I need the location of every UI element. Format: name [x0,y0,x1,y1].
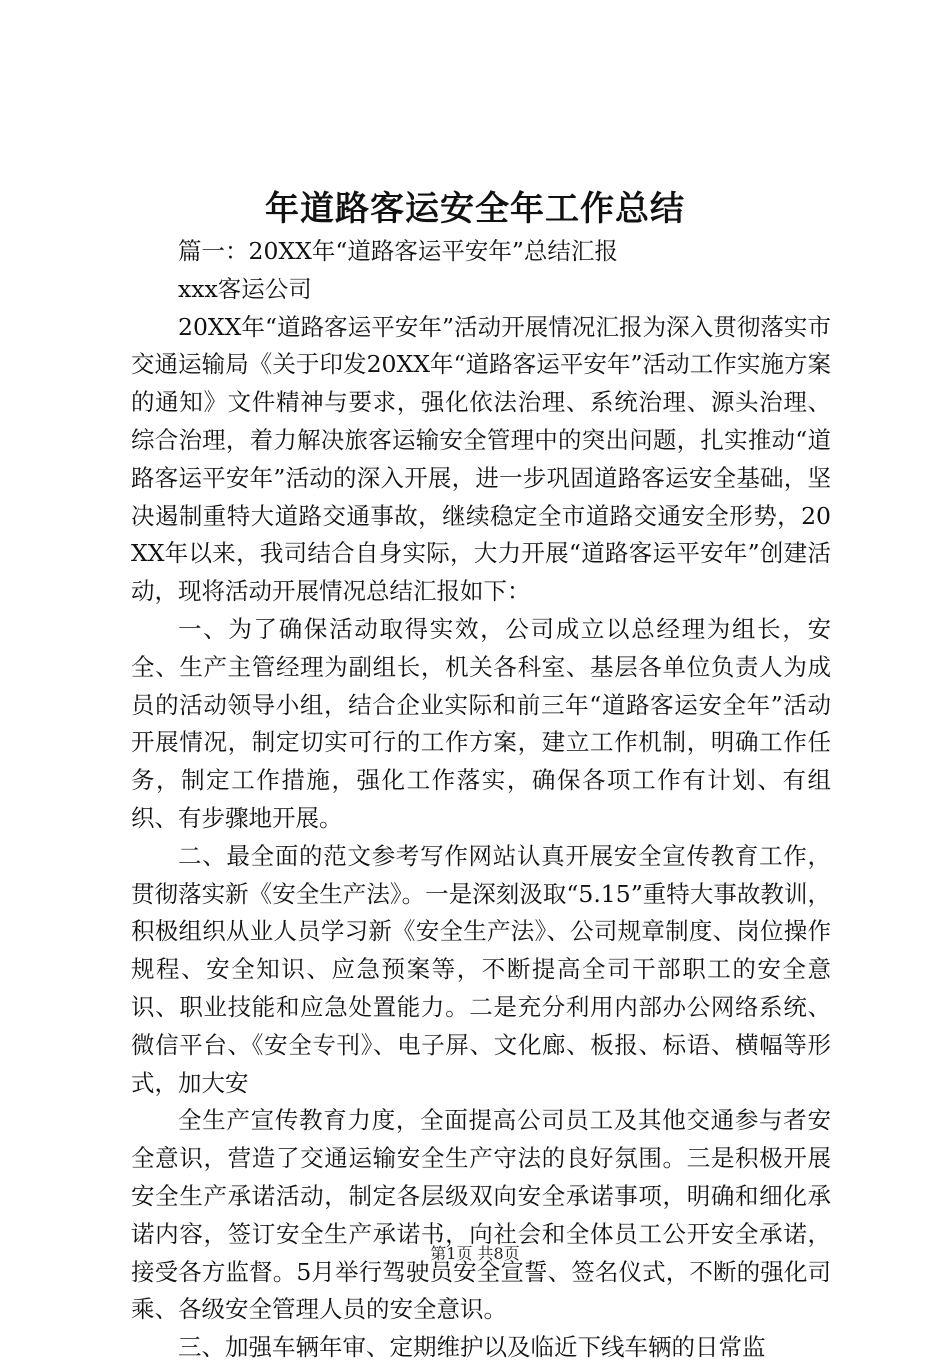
document-body [131,233,831,1367]
paragraph-section-three: 三、加强车辆年审、定期维护以及临近下线车辆的日常监 [178,1333,766,1362]
paragraph-company: xxx客运公司 [178,274,312,303]
paragraph-section-two: 二、最全面的范文参考写作网站认真开展安全宣传教育工作，贯彻落实新《安全生产法》。一是深刻汲取“5.15”重特大事故教训，积极组织从业人员学习新《安全生产法》、公司规章制度、岗位操作规程、安全知识、应急预案等，不断提高全司干部职工的安全意识、职业技能和应急处置能力。二是充分利用内部办公网络系统、微信平台、《安全专刊》、电子屏、文化廊、板报、标语、横幅等形式，加大安 [131,841,831,1097]
paragraph-section-two-continued: 全生产宣传教育力度，全面提高公司员工及其他交通参与者安全意识，营造了交通运输安全生产守法的良好氛围。三是积极开展安全生产承诺活动，制定各层级双向安全承诺事项，明确和细化承诺内容，签订安全生产承诺书，向社会和全体员工公开安全承诺，接受各方监督。5月举行驾驶员安全宣誓、签名仪式，不断的强化司乘、各级安全管理人员的安全意识。 [131,1106,831,1324]
page-indicator: 第1页 共8页 [430,1244,520,1263]
paragraph-intro: 20XX年“道路客运平安年”活动开展情况汇报为深入贯彻落实市交通运输局《关于印发20XX年“道路客运平安年”活动工作实施方案的通知》文件精神与要求，强化依法治理、系统治理、源头治理、综合治理，着力解决旅客运输安全管理中的突出问题，扎实推动“道路客运平安年”活动的深入开展，进一步巩固道路客运安全基础，坚决遏制重特大道路交通事故，继续稳定全市道路交通安全形势，20XX年以来，我司结合自身实际，大力开展“道路客运平安年”创建活动，现将活动开展情况总结汇报如下： [131,312,831,606]
document-title: 年道路客运安全年工作总结 [265,189,685,229]
paragraph-heading: 篇一：20XX年“道路客运平安年”总结汇报 [178,237,618,265]
paragraph-section-one: 一、为了确保活动取得实效，公司成立以总经理为组长，安全、生产主管经理为副组长，机关各科室、基层各单位负责人为成员的活动领导小组，结合企业实际和前三年“道路客运安全年”活动开展情况，制定切实可行的工作方案，建立工作机制，明确工作任务，制定工作措施，强化工作落实，确保各项工作有计划、有组织、有步骤地开展。 [131,614,831,832]
